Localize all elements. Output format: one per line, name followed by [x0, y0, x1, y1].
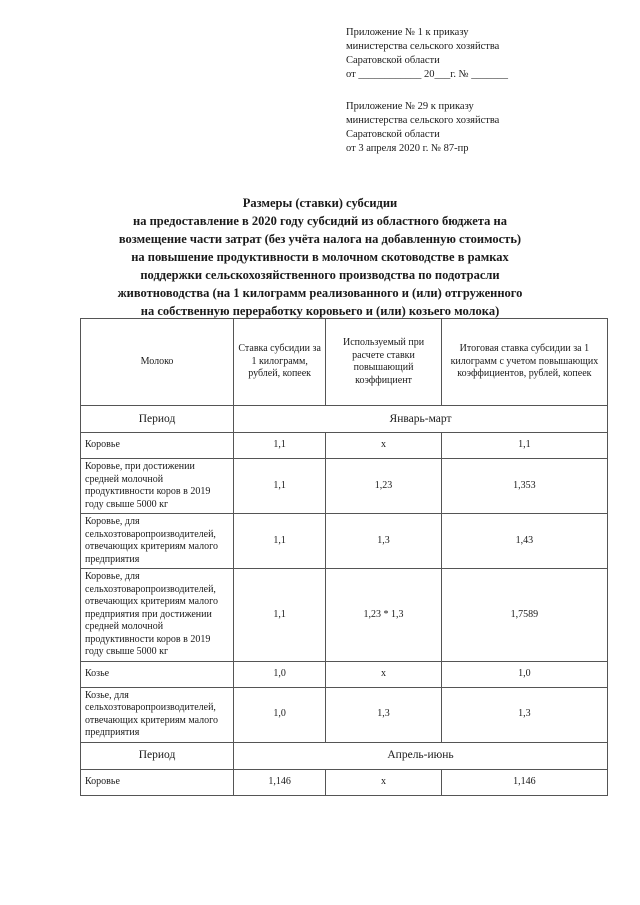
appendix-29-line: министерства сельского хозяйства: [346, 115, 500, 126]
appendix-1-line: Приложение № 1 к приказу: [346, 27, 469, 38]
table-row: [81, 769, 608, 795]
appendix-1-line: от ____________ 20___г. № _______: [346, 69, 508, 80]
rate-cell: 1,1: [234, 514, 326, 569]
period-row: [81, 742, 608, 769]
total-cell: 1,146: [441, 769, 607, 795]
document-title: [60, 194, 580, 320]
appendix-1-line: министерства сельского хозяйства: [346, 41, 500, 52]
coefficient-cell: 1,3: [326, 687, 442, 742]
table-header-row: [81, 319, 608, 406]
table-row: [81, 514, 608, 569]
period-name: Апрель-июнь: [234, 742, 608, 769]
milk-cell: Коровье: [81, 769, 234, 795]
header-rate: Ставка субсидии за 1 килограмм, рублей, копеек: [234, 319, 326, 406]
milk-cell: Коровье, для сельхозтоваропроизводителей, отвечающих критериям малого предприятия: [81, 514, 234, 569]
milk-cell: Коровье, при достижении средней молочной продуктивности коров в 2019 году свыше 5000 кг: [81, 459, 234, 514]
coefficient-cell: x: [326, 661, 442, 687]
title-line: возмещение части затрат (без учёта налога на добавленную стоимость): [118, 232, 522, 246]
total-cell: 1,0: [441, 661, 607, 687]
title-line: на повышение продуктивности в молочном скотоводстве в рамках: [131, 250, 509, 264]
total-cell: 1,43: [441, 514, 607, 569]
header-coefficient: Используемый при расчете ставки повышающий коэффициент: [326, 319, 442, 406]
title-line: поддержки сельскохозяйственного производства по подотрасли: [140, 268, 500, 282]
title-line: Размеры (ставки) субсидии: [242, 196, 398, 210]
coefficient-cell: x: [326, 433, 442, 459]
coefficient-cell: 1,3: [326, 514, 442, 569]
period-name: Январь-март: [234, 406, 608, 433]
total-cell: 1,7589: [441, 569, 607, 662]
title-line: на предоставление в 2020 году субсидий из областного бюджета на: [133, 214, 507, 228]
rate-cell: 1,0: [234, 687, 326, 742]
table-row: [81, 687, 608, 742]
rate-cell: 1,1: [234, 569, 326, 662]
rate-cell: 1,0: [234, 661, 326, 687]
milk-cell: Козье: [81, 661, 234, 687]
total-cell: 1,1: [441, 433, 607, 459]
appendix-29-line: Приложение № 29 к приказу: [346, 101, 474, 112]
total-cell: 1,353: [441, 459, 607, 514]
header-total-rate: Итоговая ставка субсидии за 1 килограмм с учетом повышающих коэффициентов, рублей, копеек: [441, 319, 607, 406]
coefficient-cell: x: [326, 769, 442, 795]
total-cell: 1,3: [441, 687, 607, 742]
title-line: животноводства (на 1 килограмм реализованного и (или) отгруженного: [117, 286, 523, 300]
subsidy-rates-table: [80, 318, 608, 796]
milk-cell: Коровье: [81, 433, 234, 459]
table-row: [81, 569, 608, 662]
appendix-29-line: Саратовской области: [346, 129, 440, 140]
rate-cell: 1,1: [234, 433, 326, 459]
appendix-1-header: [346, 26, 606, 82]
table-row: [81, 433, 608, 459]
period-row: [81, 406, 608, 433]
appendix-1-line: Саратовской области: [346, 55, 440, 66]
title-line: на собственную переработку коровьего и (или) козьего молока): [140, 304, 500, 318]
milk-cell: Козье, для сельхозтоваропроизводителей, отвечающих критериям малого предприятия: [81, 687, 234, 742]
appendix-29-header: [346, 100, 606, 156]
appendix-29-line: от 3 апреля 2020 г. № 87-пр: [346, 143, 469, 154]
coefficient-cell: 1,23: [326, 459, 442, 514]
rate-cell: 1,1: [234, 459, 326, 514]
milk-cell: Коровье, для сельхозтоваропроизводителей, отвечающих критериям малого предприятия при достижении средней молочной продуктивности коров в 2019 году свыше 5000 кг: [81, 569, 234, 662]
header-milk: Молоко: [81, 319, 234, 406]
table-row: [81, 459, 608, 514]
period-label: Период: [81, 742, 234, 769]
period-label: Период: [81, 406, 234, 433]
rate-cell: 1,146: [234, 769, 326, 795]
coefficient-cell: 1,23 * 1,3: [326, 569, 442, 662]
table-row: [81, 661, 608, 687]
